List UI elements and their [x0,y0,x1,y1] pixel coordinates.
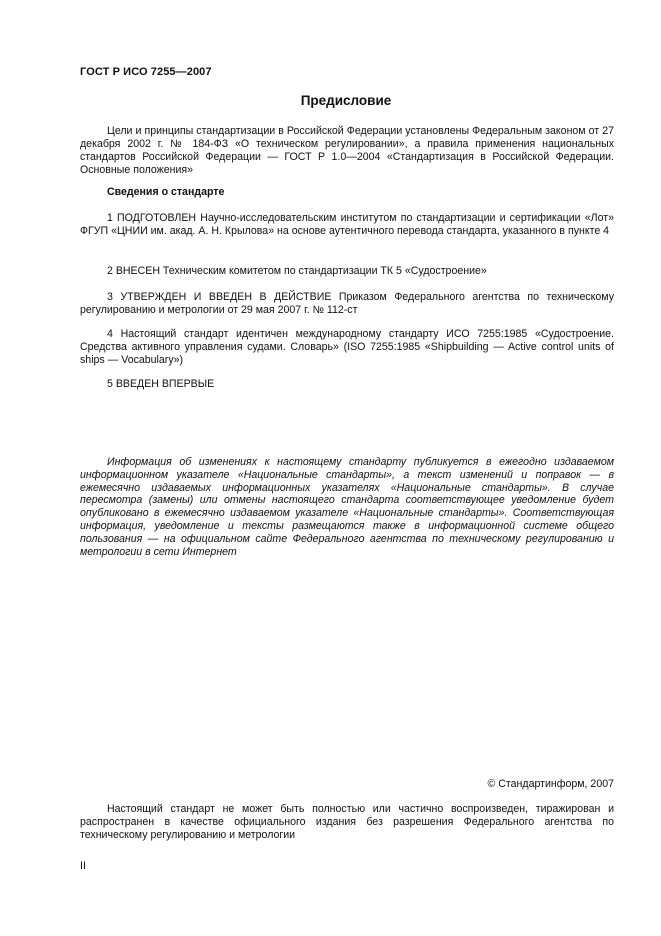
copyright-line: © Стандартинформ, 2007 [487,778,614,790]
page-title: Предисловие [300,93,392,108]
page-number: II [80,860,86,872]
intro-paragraph: Цели и принципы стандартизации в Российской Федерации установлены Федеральным законом от 27 декабря 2002 г. № 184-ФЗ «О техническом регулировании», а правила применения национальных стандартов Российской Федерации — ГОСТ Р 1.0—2004 «Стандартизация в Российской Федерации. Основные положения» [80,125,614,176]
reproduction-notice: Настоящий стандарт не может быть полностью или частично воспроизведен, тиражирован и распространен в качестве официального издания без разрешения Федерального агентства по техническому регулированию и метрологии [80,803,614,841]
document-code-header: ГОСТ Р ИСО 7255—2007 [80,66,212,78]
section-heading: Сведения о стандарте [107,186,225,198]
item-2-submitted: 2 ВНЕСЕН Техническим комитетом по стандартизации ТК 5 «Судостроение» [107,265,487,277]
info-notice: Информация об изменениях к настоящему стандарту публикуется в ежегодно издаваемом информационном указателе «Национальные стандарты», а текст изменений и поправок — в ежемесячно издаваемых информационных указателях «Национальные стандарты». В случае пересмотра (замены) или отмены настоящего стандарта соответствующее уведомление будет опубликовано в ежемесячно издаваемом указателе «Национальные стандарты». Соответствующая информация, уведомление и тексты размещаются также в информационной системе общего пользования — на официальном сайте Федерального агентства по техническому регулированию и метрологии в сети Интернет [80,456,614,558]
item-3-approved: 3 УТВЕРЖДЕН И ВВЕДЕН В ДЕЙСТВИЕ Приказом Федерального агентства по техническому регулированию и метрологии от 29 мая 2007 г. № 112-ст [80,291,614,316]
item-4-identical-standard: 4 Настоящий стандарт идентичен международному стандарту ИСО 7255:1985 «Судостроение. Средства активного управления судами. Словарь» (ISO 7255:1985 «Shipbuilding — Active control units of ships — Vocabulary») [80,328,614,366]
item-5-first-introduced: 5 ВВЕДЕН ВПЕРВЫЕ [107,378,215,390]
item-1-prepared: 1 ПОДГОТОВЛЕН Научно-исследовательским институтом по стандартизации и сертификации «Лот» ФГУП «ЦНИИ им. акад. А. Н. Крылова» на основе аутентичного перевода стандарта, указанного в пункте 4 [80,212,614,237]
